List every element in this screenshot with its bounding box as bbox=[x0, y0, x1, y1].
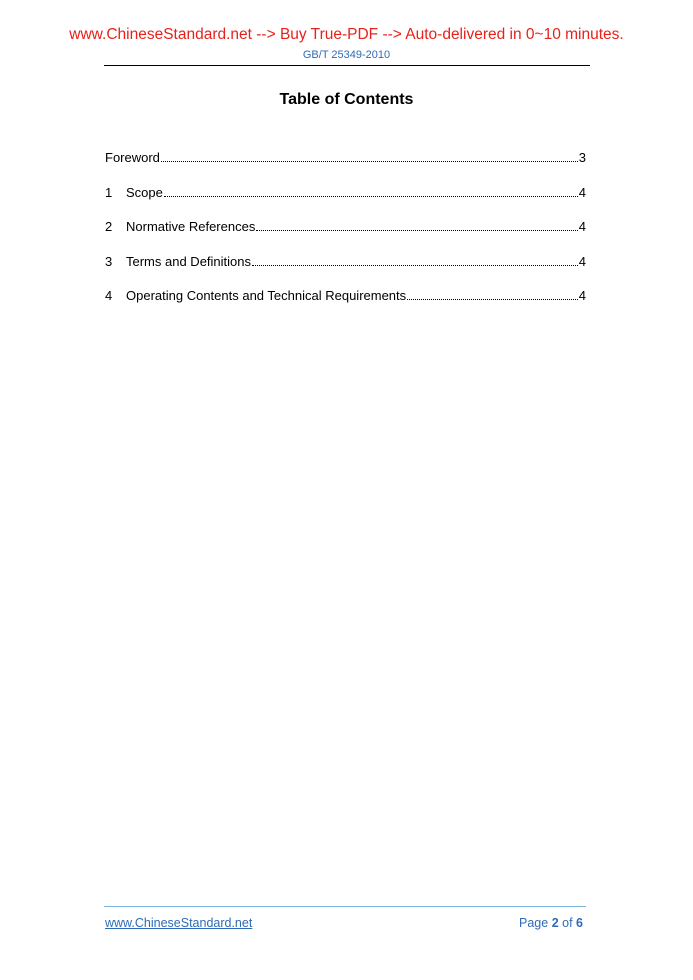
toc-entry-page: 4 bbox=[578, 253, 586, 269]
toc-entry-terms-definitions[interactable] bbox=[105, 254, 586, 289]
footer-website-link[interactable]: www.ChineseStandard.net bbox=[105, 916, 253, 930]
toc-entry-foreword[interactable] bbox=[105, 150, 586, 185]
dot-leader bbox=[256, 220, 577, 231]
toc-entry-number: 4 bbox=[105, 288, 113, 303]
toc-entry-number: 3 bbox=[105, 253, 113, 269]
toc-title: Table of Contents bbox=[279, 91, 414, 108]
toc-entry-text: Foreword bbox=[105, 150, 160, 165]
toc-entry-page: 3 bbox=[578, 150, 586, 165]
page-of: of bbox=[562, 916, 573, 930]
dot-leader bbox=[252, 255, 578, 266]
page-prefix: Page bbox=[519, 916, 549, 930]
page-indicator bbox=[519, 916, 583, 930]
toc-entry-scope[interactable] bbox=[105, 185, 586, 220]
toc-entry-operating-contents[interactable] bbox=[105, 288, 586, 323]
toc-entry-number: 2 bbox=[105, 219, 113, 234]
toc-entry-text: Operating Contents and Technical Requirements bbox=[126, 288, 407, 303]
toc-entry-text: Normative References bbox=[126, 219, 256, 234]
table-of-contents bbox=[105, 150, 586, 323]
document-id: GB/T 25349-2010 bbox=[302, 49, 391, 61]
toc-entry-page: 4 bbox=[578, 219, 586, 234]
toc-entry-text: Terms and Definitions bbox=[126, 253, 251, 269]
dot-leader bbox=[161, 151, 578, 162]
toc-entry-text: Scope bbox=[126, 184, 163, 200]
header-banner-link[interactable]: www.ChineseStandard.net --> Buy True-PDF --> Auto-delivered in 0~10 minutes. bbox=[69, 26, 624, 43]
dot-leader bbox=[407, 289, 578, 300]
page-total: 6 bbox=[576, 916, 583, 930]
page-current: 2 bbox=[551, 916, 559, 930]
dot-leader bbox=[164, 186, 578, 197]
header-divider bbox=[104, 65, 590, 66]
toc-entry-page: 4 bbox=[578, 184, 586, 200]
footer-divider bbox=[104, 906, 586, 907]
toc-entry-page: 4 bbox=[578, 288, 586, 303]
toc-entry-normative-references[interactable] bbox=[105, 219, 586, 254]
toc-entry-number: 1 bbox=[105, 184, 113, 200]
